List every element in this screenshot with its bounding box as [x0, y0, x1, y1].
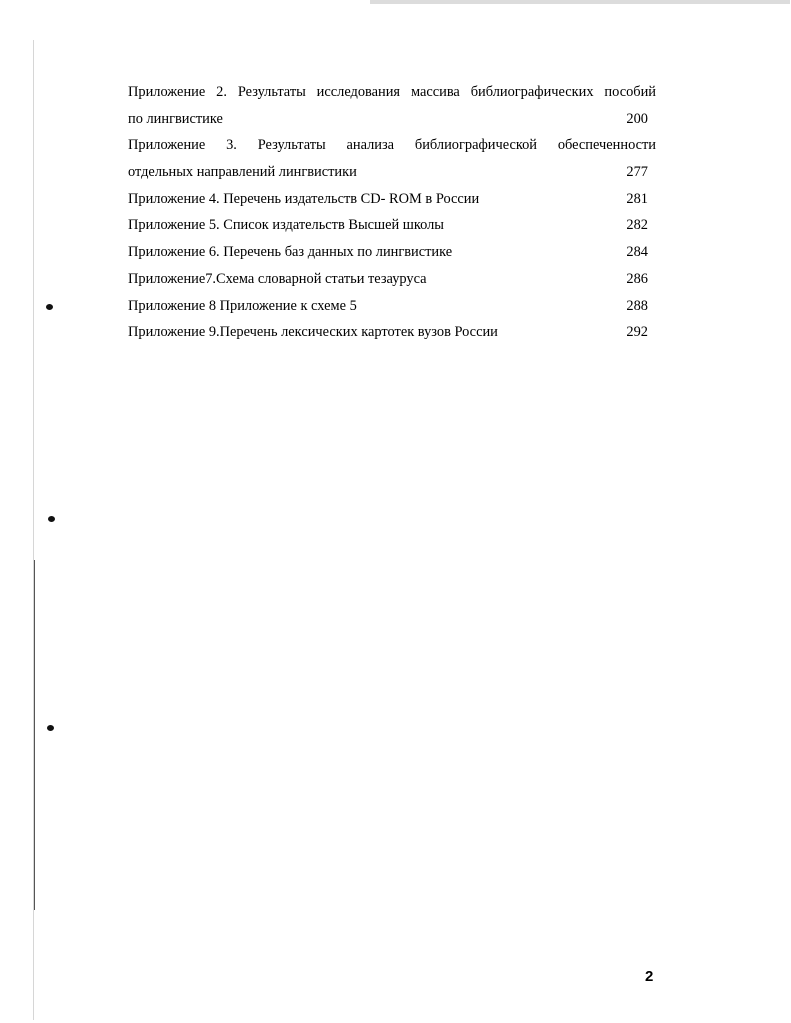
toc-entry [128, 132, 656, 185]
toc-entry-text [128, 79, 656, 106]
toc-entry [128, 79, 656, 132]
toc-entry-title: Приложение 8 Приложение к схеме 5 [128, 297, 357, 314]
toc-entry-text [128, 212, 656, 239]
toc-page-number: 277 [626, 164, 648, 181]
toc-page-number: 286 [626, 270, 648, 287]
toc-page-number: 284 [626, 244, 648, 261]
toc-page-number: 288 [626, 297, 648, 314]
toc-entry-text [128, 266, 656, 293]
toc-entry-title: Приложение 3. Результаты анализа библиографической обеспеченности [128, 137, 656, 154]
toc-entry-title: отдельных направлений лингвистики [128, 164, 357, 181]
toc-entry-title: Приложение 2. Результаты исследования массива библиографических пособий [128, 84, 656, 100]
toc-entry-text [128, 159, 656, 186]
toc-entry-text [128, 186, 656, 213]
scan-top-artifact [370, 0, 790, 4]
scan-margin-line-dark [34, 560, 35, 910]
table-of-contents [128, 79, 656, 346]
toc-entry-title: Приложение7.Схема словарной статьи тезауруса [128, 270, 427, 287]
toc-entry [128, 293, 656, 320]
toc-entry-title: по лингвистике [128, 110, 223, 127]
toc-page-number: 292 [626, 324, 648, 341]
toc-entry [128, 319, 656, 346]
toc-page-number: 281 [626, 190, 648, 207]
toc-page-number: 200 [626, 110, 648, 127]
toc-entry-text [128, 132, 656, 159]
toc-entry-text [128, 106, 656, 133]
punch-hole-mark [47, 725, 54, 731]
toc-entry-text [128, 293, 656, 320]
toc-entry-title: Приложение 9.Перечень лексических картотек вузов России [128, 324, 498, 341]
toc-entry-title: Приложение 6. Перечень баз данных по лингвистике [128, 244, 453, 261]
toc-entry [128, 212, 656, 239]
toc-entry-text [128, 239, 656, 266]
toc-page-number: 282 [626, 217, 648, 234]
toc-entry [128, 266, 656, 293]
punch-hole-mark [46, 304, 53, 310]
page-number: 2 [645, 968, 654, 985]
toc-entry [128, 186, 656, 213]
toc-entry [128, 239, 656, 266]
punch-hole-mark [48, 516, 55, 522]
toc-entry-title: Приложение 4. Перечень издательств CD- ROM в России [128, 190, 480, 207]
toc-entry-text [128, 319, 656, 346]
toc-entry-title: Приложение 5. Список издательств Высшей школы [128, 217, 444, 234]
